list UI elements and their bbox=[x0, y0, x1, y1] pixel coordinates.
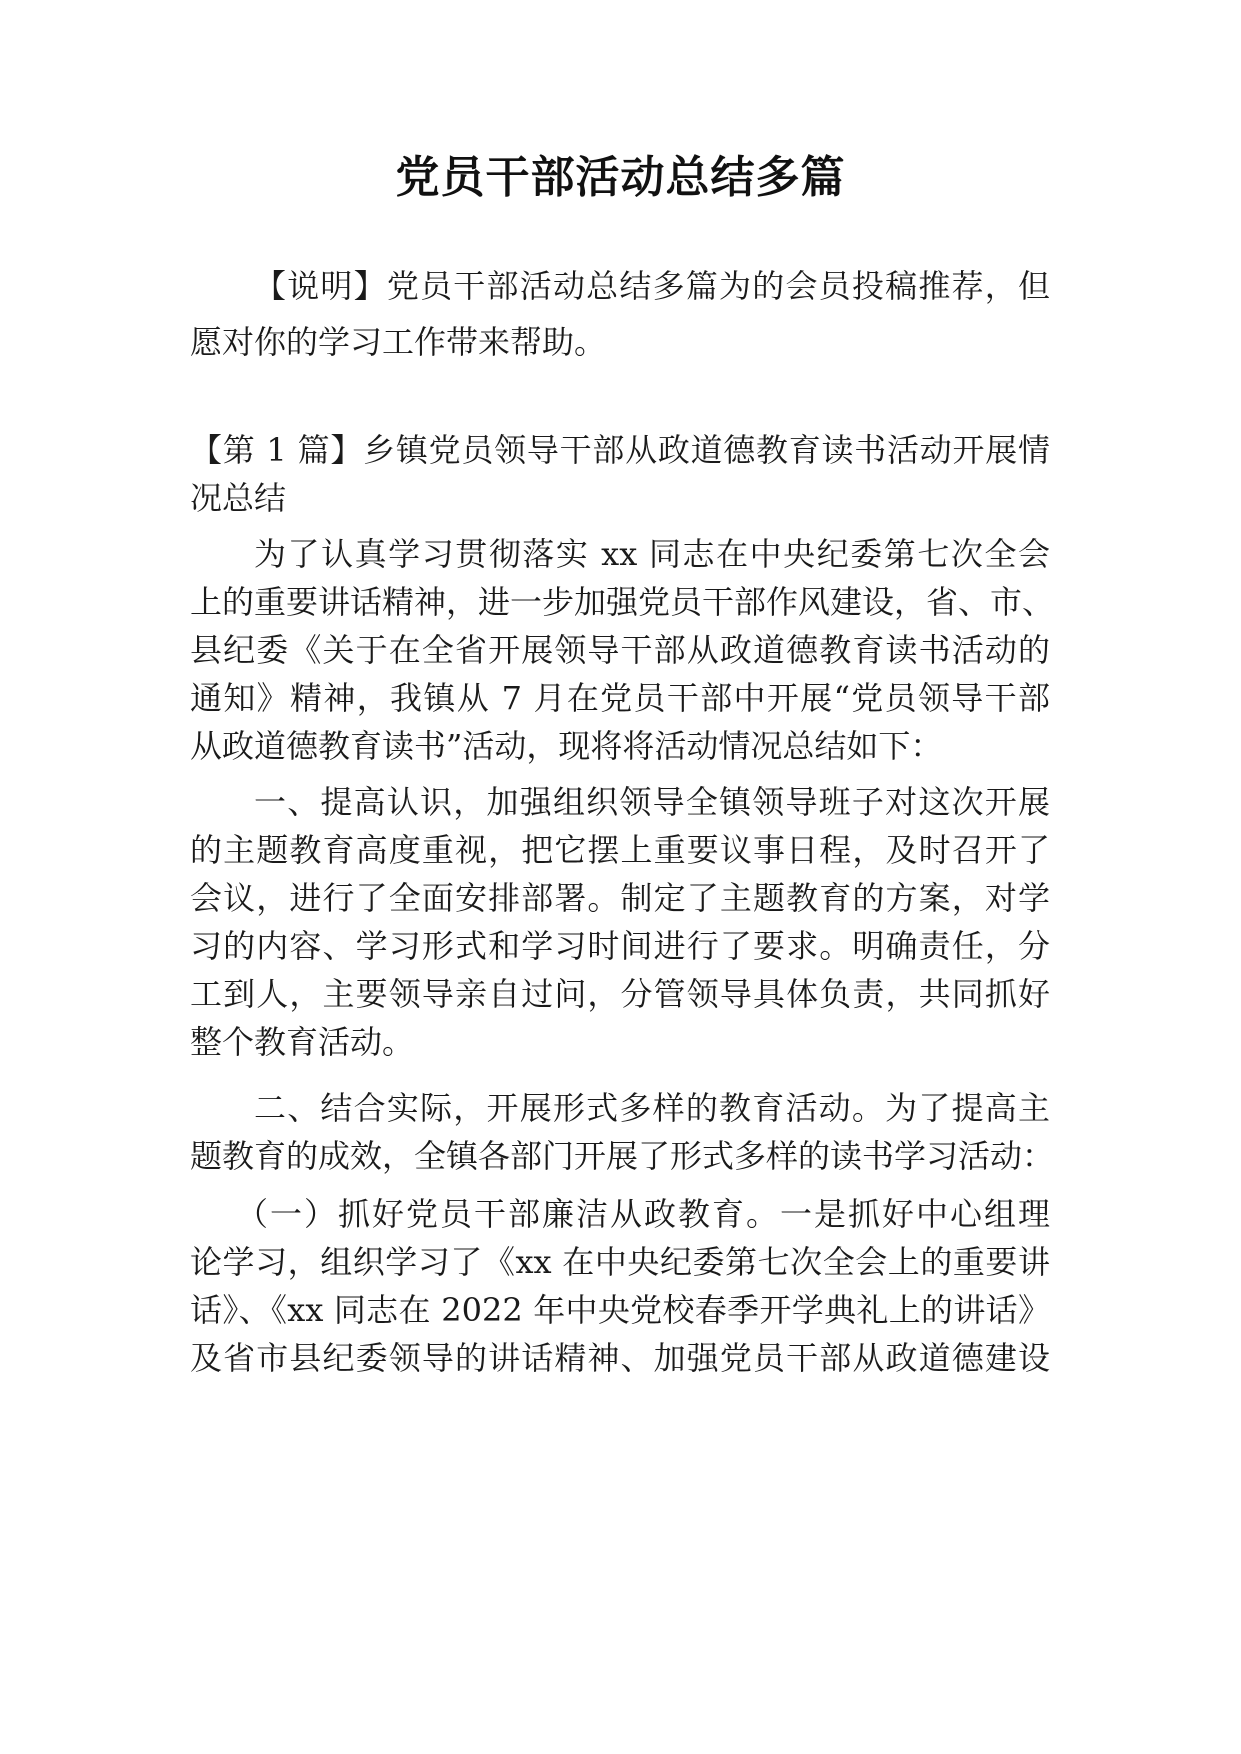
para2-line-4: 习的内容、学习形式和学习时间进行了要求。明确责任，分 bbox=[190, 927, 1050, 965]
note-line-1: 【说明】党员干部活动总结多篇为的会员投稿推荐，但 bbox=[254, 267, 1050, 305]
document-title: 党员干部活动总结多篇 bbox=[395, 152, 846, 203]
para2-line-5: 工到人，主要领导亲自过问，分管领导具体负责，共同抓好 bbox=[190, 975, 1050, 1013]
para2-line-3: 会议，进行了全面安排部署。制定了主题教育的方案，对学 bbox=[190, 879, 1050, 917]
para4-line-1: （一）抓好党员干部廉洁从政教育。一是抓好中心组理 bbox=[236, 1195, 1050, 1233]
para1-line-2: 上的重要讲话精神，进一步加强党员干部作风建设，省、市、 bbox=[190, 583, 1055, 621]
para1-line-1: 为了认真学习贯彻落实 xx 同志在中央纪委第七次全会 bbox=[254, 535, 1050, 573]
para4-line-3: 话》、《xx 同志在 2022 年中央党校春季开学典礼上的讲话》 bbox=[190, 1291, 1050, 1329]
para3-line-1: 二、结合实际，开展形式多样的教育活动。为了提高主 bbox=[254, 1089, 1050, 1127]
para2-line-2: 的主题教育高度重视，把它摆上重要议事日程，及时召开了 bbox=[190, 831, 1050, 869]
para1-line-4: 通知》精神，我镇从 7 月在党员干部中开展“党员领导干部 bbox=[190, 679, 1050, 717]
para4-line-4: 及省市县纪委领导的讲话精神、加强党员干部从政道德建设 bbox=[190, 1339, 1050, 1377]
para1-line-3: 县纪委《关于在全省开展领导干部从政道德教育读书活动的 bbox=[190, 631, 1050, 669]
para3-line-2: 题教育的成效，全镇各部门开展了形式多样的读书学习活动： bbox=[190, 1137, 1055, 1175]
section-heading-line-1: 【第 1 篇】乡镇党员领导干部从政道德教育读书活动开展情 bbox=[190, 431, 1050, 469]
note-line-2: 愿对你的学习工作带来帮助。 bbox=[190, 323, 607, 361]
para2-line-6: 整个教育活动。 bbox=[190, 1023, 415, 1061]
para1-line-5: 从政道德教育读书”活动，现将将活动情况总结如下： bbox=[190, 727, 943, 765]
section-heading-line-2: 况总结 bbox=[190, 479, 287, 517]
para2-line-1: 一、提高认识，加强组织领导全镇领导班子对这次开展 bbox=[254, 783, 1050, 821]
para4-line-2: 论学习，组织学习了《xx 在中央纪委第七次全会上的重要讲 bbox=[190, 1243, 1050, 1281]
